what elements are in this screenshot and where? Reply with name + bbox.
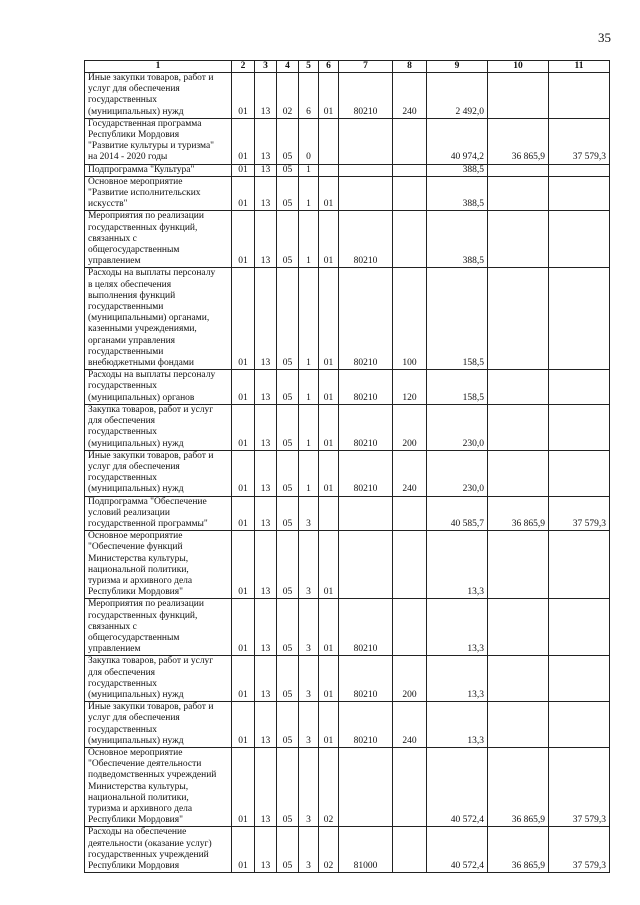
row-name-line: Основное мероприятие [88, 531, 183, 542]
cell-col-7 [339, 176, 393, 211]
cell-col-11: 37 579,3 [549, 827, 610, 873]
cell-col-5: 3 [299, 496, 319, 531]
table-row [85, 268, 610, 370]
cell-col-3: 13 [255, 73, 277, 119]
cell-col-8 [393, 211, 427, 268]
cell-col-7: 80210 [339, 599, 393, 656]
cell-col-4: 05 [277, 656, 299, 702]
row-name-line: государственной программы" [88, 518, 208, 529]
row-name-cell [85, 702, 232, 748]
row-name-line: услуг для обеспечения [88, 461, 180, 472]
cell-col-4: 05 [277, 370, 299, 405]
row-name-cell [85, 450, 232, 496]
cell-col-5: 1 [299, 176, 319, 211]
row-name-line: Министерства культуры, [88, 553, 189, 564]
cell-col-8: 200 [393, 404, 427, 450]
cell-col-6: 01 [319, 531, 339, 599]
cell-col-8: 240 [393, 702, 427, 748]
cell-col-10 [488, 599, 549, 656]
cell-col-6: 01 [319, 370, 339, 405]
cell-col-6 [319, 496, 339, 531]
page-number: 35 [598, 30, 611, 45]
row-name-line: государственных [88, 678, 158, 689]
cell-col-5: 6 [299, 73, 319, 119]
cell-col-7 [339, 118, 393, 164]
cell-col-7: 80210 [339, 268, 393, 370]
cell-col-9: 388,5 [427, 211, 488, 268]
cell-col-8 [393, 164, 427, 176]
cell-col-9: 158,5 [427, 268, 488, 370]
column-header-11: 11 [549, 61, 610, 73]
row-name-line: Закупка товаров, работ и услуг [88, 404, 214, 415]
cell-col-2: 01 [232, 211, 255, 268]
table-row [85, 531, 610, 599]
row-name-line: "Обеспечение деятельности [88, 759, 202, 770]
row-name-cell [85, 656, 232, 702]
cell-col-9: 40 572,4 [427, 827, 488, 873]
row-name-cell [85, 404, 232, 450]
row-name-line: Республики Мордовия" [88, 815, 184, 826]
table-row [85, 164, 610, 176]
cell-col-10 [488, 211, 549, 268]
cell-col-3: 13 [255, 118, 277, 164]
table-row [85, 827, 610, 873]
row-name-line: туризма и архивного дела [88, 575, 193, 586]
cell-col-10 [488, 176, 549, 211]
cell-col-8 [393, 531, 427, 599]
cell-col-5: 3 [299, 702, 319, 748]
cell-col-8 [393, 176, 427, 211]
cell-col-8: 120 [393, 370, 427, 405]
cell-col-3: 13 [255, 599, 277, 656]
row-name-line: услуг для обеспечения [88, 713, 180, 724]
row-name-line: деятельности (оказание услуг) [88, 838, 212, 849]
column-header-2: 2 [232, 61, 255, 73]
cell-col-6: 02 [319, 827, 339, 873]
cell-col-11 [549, 73, 610, 119]
row-name-line: управлением [88, 644, 141, 655]
cell-col-8 [393, 747, 427, 826]
row-name-line: общегосударственным [88, 245, 180, 256]
cell-col-3: 13 [255, 827, 277, 873]
row-name-line: Подпрограмма "Культура" [88, 164, 195, 175]
cell-col-8: 240 [393, 73, 427, 119]
cell-col-6 [319, 118, 339, 164]
row-name-line: государственных [88, 473, 158, 484]
cell-col-5: 1 [299, 370, 319, 405]
cell-col-4: 05 [277, 702, 299, 748]
cell-col-4: 05 [277, 268, 299, 370]
cell-col-6: 01 [319, 599, 339, 656]
cell-col-2: 01 [232, 268, 255, 370]
row-name-line: Подпрограмма "Обеспечение [88, 496, 207, 507]
cell-col-3: 13 [255, 211, 277, 268]
cell-col-9: 40 585,7 [427, 496, 488, 531]
cell-col-8 [393, 496, 427, 531]
cell-col-10 [488, 73, 549, 119]
cell-col-5: 1 [299, 404, 319, 450]
row-name-line: казенными учреждениями, [88, 324, 197, 335]
table-body [85, 73, 610, 873]
cell-col-2: 01 [232, 370, 255, 405]
cell-col-4: 05 [277, 450, 299, 496]
cell-col-11 [549, 268, 610, 370]
cell-col-8: 200 [393, 656, 427, 702]
row-name-line: Государственная программа [88, 118, 202, 129]
cell-col-5: 0 [299, 118, 319, 164]
cell-col-6 [319, 164, 339, 176]
cell-col-3: 13 [255, 702, 277, 748]
cell-col-7 [339, 747, 393, 826]
cell-col-2: 01 [232, 656, 255, 702]
row-name-line: общегосударственным [88, 632, 180, 643]
column-header-10: 10 [488, 61, 549, 73]
cell-col-6: 01 [319, 404, 339, 450]
cell-col-11 [549, 702, 610, 748]
row-name-line: государственными [88, 302, 164, 313]
row-name-cell [85, 599, 232, 656]
column-header-9: 9 [427, 61, 488, 73]
table-row [85, 118, 610, 164]
row-name-line: Основное мероприятие [88, 176, 183, 187]
row-name-line: связанных с [88, 621, 137, 632]
row-name-line: (муниципальными) органами, [88, 313, 210, 324]
row-name-line: Расходы на обеспечение [88, 827, 187, 838]
cell-col-10: 36 865,9 [488, 827, 549, 873]
column-header-6: 6 [319, 61, 339, 73]
cell-col-4: 05 [277, 496, 299, 531]
cell-col-11: 37 579,3 [549, 118, 610, 164]
row-name-line: Республики Мордовия" [88, 587, 184, 598]
row-name-line: Закупка товаров, работ и услуг [88, 656, 214, 667]
table-row [85, 211, 610, 268]
row-name-line: "Обеспечение функций [88, 542, 183, 553]
cell-col-8 [393, 599, 427, 656]
cell-col-2: 01 [232, 404, 255, 450]
cell-col-5: 1 [299, 450, 319, 496]
cell-col-9: 40 974,2 [427, 118, 488, 164]
cell-col-3: 13 [255, 496, 277, 531]
cell-col-6: 01 [319, 702, 339, 748]
cell-col-2: 01 [232, 176, 255, 211]
cell-col-4: 05 [277, 164, 299, 176]
cell-col-2: 01 [232, 73, 255, 119]
cell-col-4: 05 [277, 118, 299, 164]
cell-col-11: 37 579,3 [549, 496, 610, 531]
row-name-line: Мероприятия по реализации [88, 599, 204, 610]
cell-col-11 [549, 370, 610, 405]
cell-col-9: 388,5 [427, 176, 488, 211]
cell-col-8 [393, 118, 427, 164]
column-header-7: 7 [339, 61, 393, 73]
cell-col-4: 05 [277, 747, 299, 826]
column-header-8: 8 [393, 61, 427, 73]
row-name-line: (муниципальных) нужд [88, 484, 184, 495]
row-name-cell [85, 211, 232, 268]
row-name-line: управлением [88, 256, 141, 267]
cell-col-4: 05 [277, 211, 299, 268]
cell-col-6: 01 [319, 656, 339, 702]
cell-col-5: 3 [299, 827, 319, 873]
cell-col-6: 01 [319, 268, 339, 370]
row-name-line: в целях обеспечения [88, 279, 172, 290]
cell-col-2: 01 [232, 827, 255, 873]
row-name-line: подведомственных учреждений [88, 770, 217, 781]
row-name-line: (муниципальных) нужд [88, 438, 184, 449]
cell-col-11 [549, 404, 610, 450]
row-name-line: условий реализации [88, 507, 170, 518]
cell-col-10 [488, 370, 549, 405]
cell-col-6: 01 [319, 73, 339, 119]
column-header-4: 4 [277, 61, 299, 73]
cell-col-10 [488, 450, 549, 496]
cell-col-3: 13 [255, 404, 277, 450]
cell-col-3: 13 [255, 747, 277, 826]
cell-col-2: 01 [232, 531, 255, 599]
cell-col-10 [488, 268, 549, 370]
cell-col-11 [549, 176, 610, 211]
row-name-line: Мероприятия по реализации [88, 211, 204, 222]
cell-col-2: 01 [232, 118, 255, 164]
cell-col-8 [393, 827, 427, 873]
cell-col-5: 3 [299, 747, 319, 826]
row-name-line: туризма и архивного дела [88, 804, 193, 814]
cell-col-7: 81000 [339, 827, 393, 873]
table-row [85, 656, 610, 702]
cell-col-4: 05 [277, 176, 299, 211]
cell-col-11 [549, 211, 610, 268]
cell-col-9: 230,0 [427, 404, 488, 450]
row-name-line: (муниципальных) нужд [88, 689, 184, 700]
cell-col-9: 388,5 [427, 164, 488, 176]
cell-col-7 [339, 531, 393, 599]
row-name-line: для обеспечения [88, 667, 156, 678]
table-row [85, 747, 610, 826]
table-row [85, 370, 610, 405]
cell-col-2: 01 [232, 702, 255, 748]
cell-col-4: 05 [277, 827, 299, 873]
row-name-cell [85, 118, 232, 164]
table-row [85, 176, 610, 211]
cell-col-10 [488, 656, 549, 702]
column-header-5: 5 [299, 61, 319, 73]
cell-col-2: 01 [232, 450, 255, 496]
table-row [85, 702, 610, 748]
cell-col-7 [339, 164, 393, 176]
cell-col-5: 1 [299, 268, 319, 370]
row-name-line: на 2014 - 2020 годы [88, 152, 168, 163]
row-name-cell [85, 73, 232, 119]
cell-col-9: 13,3 [427, 702, 488, 748]
row-name-cell [85, 827, 232, 873]
table-row [85, 450, 610, 496]
row-name-line: связанных с [88, 233, 137, 244]
row-name-cell [85, 370, 232, 405]
cell-col-4: 05 [277, 531, 299, 599]
table-row [85, 404, 610, 450]
cell-col-11: 37 579,3 [549, 747, 610, 826]
cell-col-9: 13,3 [427, 656, 488, 702]
row-name-line: органами управления [88, 335, 176, 346]
row-name-line: Расходы на выплаты персоналу [88, 370, 216, 381]
cell-col-11 [549, 164, 610, 176]
cell-col-3: 13 [255, 531, 277, 599]
row-name-line: государственными [88, 346, 164, 357]
row-name-line: услуг для обеспечения [88, 84, 180, 95]
row-name-line: Иные закупки товаров, работ и [88, 450, 214, 461]
cell-col-7: 80210 [339, 702, 393, 748]
cell-col-10 [488, 164, 549, 176]
row-name-line: Расходы на выплаты персоналу [88, 268, 216, 279]
table-row [85, 496, 610, 531]
row-name-line: (муниципальных) нужд [88, 106, 184, 117]
row-name-line: (муниципальных) нужд [88, 735, 184, 746]
cell-col-4: 02 [277, 73, 299, 119]
row-name-line: для обеспечения [88, 416, 156, 427]
table-row [85, 73, 610, 119]
cell-col-10 [488, 404, 549, 450]
row-name-line: национальной политики, [88, 564, 189, 575]
cell-col-9: 230,0 [427, 450, 488, 496]
cell-col-4: 05 [277, 404, 299, 450]
cell-col-5: 3 [299, 599, 319, 656]
cell-col-3: 13 [255, 656, 277, 702]
row-name-line: государственных функций, [88, 610, 198, 621]
cell-col-5: 3 [299, 531, 319, 599]
cell-col-6: 01 [319, 211, 339, 268]
row-name-line: государственных [88, 381, 158, 392]
cell-col-9: 13,3 [427, 531, 488, 599]
cell-col-10 [488, 531, 549, 599]
row-name-line: Министерства культуры, [88, 781, 189, 792]
budget-table [84, 60, 610, 873]
row-name-cell [85, 531, 232, 599]
row-name-line: государственных [88, 724, 158, 735]
row-name-cell [85, 176, 232, 211]
row-name-line: Иные закупки товаров, работ и [88, 702, 214, 713]
table-row [85, 599, 610, 656]
row-name-line: Республики Мордовия [88, 130, 180, 141]
cell-col-7: 80210 [339, 211, 393, 268]
row-name-cell [85, 268, 232, 370]
table-header-row [85, 61, 610, 73]
row-name-line: Иные закупки товаров, работ и [88, 73, 214, 83]
cell-col-10: 36 865,9 [488, 118, 549, 164]
cell-col-6: 01 [319, 450, 339, 496]
row-name-line: государственных функций, [88, 222, 198, 233]
cell-col-3: 13 [255, 268, 277, 370]
row-name-cell [85, 164, 232, 176]
cell-col-7: 80210 [339, 73, 393, 119]
cell-col-5: 3 [299, 656, 319, 702]
cell-col-5: 1 [299, 164, 319, 176]
cell-col-10: 36 865,9 [488, 747, 549, 826]
cell-col-9: 2 492,0 [427, 73, 488, 119]
cell-col-6: 01 [319, 176, 339, 211]
cell-col-9: 40 572,4 [427, 747, 488, 826]
row-name-line: внебюджетными фондами [88, 358, 194, 369]
cell-col-2: 01 [232, 599, 255, 656]
row-name-line: Основное мероприятие [88, 747, 183, 758]
cell-col-7: 80210 [339, 656, 393, 702]
cell-col-8: 240 [393, 450, 427, 496]
cell-col-9: 13,3 [427, 599, 488, 656]
cell-col-6: 02 [319, 747, 339, 826]
row-name-line: государственных учреждений [88, 849, 209, 860]
row-name-line: национальной политики, [88, 792, 189, 803]
column-header-1: 1 [85, 61, 232, 73]
row-name-line: "Развитие исполнительских [88, 188, 201, 199]
cell-col-3: 13 [255, 450, 277, 496]
cell-col-7 [339, 496, 393, 531]
cell-col-8: 100 [393, 268, 427, 370]
column-header-3: 3 [255, 61, 277, 73]
row-name-line: искусств" [88, 199, 128, 210]
cell-col-10: 36 865,9 [488, 496, 549, 531]
cell-col-10 [488, 702, 549, 748]
row-name-line: выполнения функций [88, 290, 176, 301]
cell-col-11 [549, 531, 610, 599]
row-name-line: государственных [88, 427, 158, 438]
cell-col-11 [549, 450, 610, 496]
cell-col-2: 01 [232, 496, 255, 531]
cell-col-7: 80210 [339, 370, 393, 405]
cell-col-3: 13 [255, 370, 277, 405]
cell-col-3: 13 [255, 164, 277, 176]
cell-col-3: 13 [255, 176, 277, 211]
row-name-line: "Развитие культуры и туризма" [88, 141, 215, 152]
row-name-cell [85, 747, 232, 826]
row-name-cell [85, 496, 232, 531]
cell-col-11 [549, 656, 610, 702]
cell-col-2: 01 [232, 164, 255, 176]
row-name-line: государственных [88, 95, 158, 106]
row-name-line: Республики Мордовия [88, 861, 180, 872]
cell-col-7: 80210 [339, 450, 393, 496]
cell-col-4: 05 [277, 599, 299, 656]
cell-col-5: 1 [299, 211, 319, 268]
cell-col-11 [549, 599, 610, 656]
cell-col-2: 01 [232, 747, 255, 826]
cell-col-9: 158,5 [427, 370, 488, 405]
cell-col-7: 80210 [339, 404, 393, 450]
row-name-line: (муниципальных) органов [88, 392, 195, 403]
